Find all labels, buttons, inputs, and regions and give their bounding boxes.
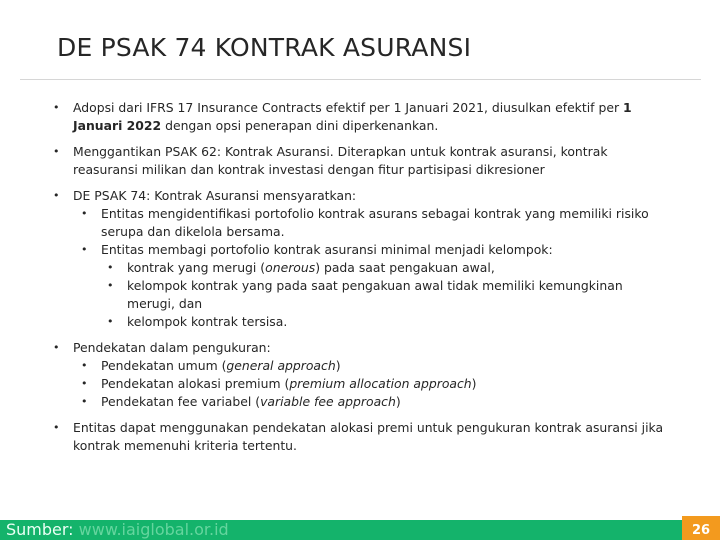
sub-bullet-general-approach	[56, 357, 666, 375]
sub-sub-bullet-no-loss	[56, 277, 666, 313]
bullet-premium-allocation-usage	[53, 419, 666, 455]
bullet-marker: •	[81, 377, 88, 390]
bullet-marker: •	[107, 279, 114, 292]
source-label: Sumber:	[6, 520, 79, 539]
bullet-marker: •	[81, 243, 88, 256]
bullet-text: Menggantikan PSAK 62: Kontrak Asuransi. Diterapkan untuk kontrak asuransi, kontrak reasuransi milikan dan kontrak investasi dengan fitur partisipasi dikresioner	[73, 144, 608, 177]
slide-content	[53, 99, 666, 463]
sub-bullet-variable-fee	[56, 393, 666, 411]
bullet-text: kelompok kontrak yang pada saat pengakuan awal tidak memiliki kemungkinan merugi, dan	[127, 278, 623, 311]
bullet-marker: •	[81, 395, 88, 408]
sub-bullet-identify-portfolio	[56, 205, 666, 241]
bullet-text: )	[335, 358, 341, 373]
sub-sub-bullet-onerous	[56, 259, 666, 277]
bullet-italic: general approach	[226, 358, 336, 373]
bullet-requirements	[53, 187, 666, 205]
bullet-text: Pendekatan alokasi premium (	[101, 376, 290, 391]
bullet-marker: •	[81, 359, 88, 372]
sub-bullet-divide-groups	[56, 241, 666, 259]
bullet-text: DE PSAK 74: Kontrak Asuransi mensyaratkan:	[73, 188, 357, 203]
bullet-ifrs17-adoption	[53, 99, 666, 135]
source-credit	[6, 520, 229, 540]
bullet-bold-date: 1 Januari 2022	[73, 100, 632, 133]
bullet-italic: variable fee approach	[260, 394, 396, 409]
sub-sub-bullet-remaining	[56, 313, 666, 331]
source-link[interactable]: www.iaiglobal.or.id	[78, 520, 229, 539]
bullet-text: Entitas mengidentifikasi portofolio kontrak asurans sebagai kontrak yang memiliki risiko serupa dan dikelola bersama.	[101, 206, 649, 239]
bullet-text: Pendekatan fee variabel (	[101, 394, 261, 409]
page-number-badge: 26	[682, 516, 720, 540]
bullet-marker: •	[107, 315, 114, 328]
bullet-replaces-psak62	[53, 143, 666, 179]
bullet-marker: •	[53, 341, 60, 354]
bullet-text: Pendekatan dalam pengukuran:	[73, 340, 271, 355]
title-divider	[20, 79, 701, 80]
slide-title: DE PSAK 74 KONTRAK ASURANSI	[57, 33, 472, 62]
bullet-text: )	[471, 376, 477, 391]
bullet-marker: •	[53, 421, 60, 434]
bullet-text: dengan opsi penerapan dini diperkenankan.	[161, 118, 439, 133]
bullet-text: ) pada saat pengakuan awal,	[315, 260, 495, 275]
bullet-text: kontrak yang merugi (	[127, 260, 266, 275]
bullet-italic: premium allocation approach	[289, 376, 472, 391]
bullet-italic: onerous	[265, 260, 316, 275]
bullet-marker: •	[53, 145, 60, 158]
bullet-group-requirements	[53, 187, 666, 331]
bullet-measurement	[53, 339, 666, 357]
bullet-group-measurement	[53, 339, 666, 411]
bullet-marker: •	[81, 207, 88, 220]
bullet-marker: •	[53, 189, 60, 202]
bullet-text: kelompok kontrak tersisa.	[127, 314, 288, 329]
bullet-marker: •	[107, 261, 114, 274]
sub-bullet-premium-allocation	[56, 375, 666, 393]
bullet-marker: •	[53, 101, 60, 114]
bullet-text: Entitas membagi portofolio kontrak asuransi minimal menjadi kelompok:	[101, 242, 553, 257]
bullet-text: Adopsi dari IFRS 17 Insurance Contracts efektif per 1 Januari 2021, diusulkan efektif per	[73, 100, 623, 115]
bullet-text: Entitas dapat menggunakan pendekatan alokasi premi untuk pengukuran kontrak asuransi jika kontrak memenuhi kriteria tertentu.	[73, 420, 664, 453]
bullet-text: Pendekatan umum (	[101, 358, 227, 373]
bullet-text: )	[395, 394, 401, 409]
